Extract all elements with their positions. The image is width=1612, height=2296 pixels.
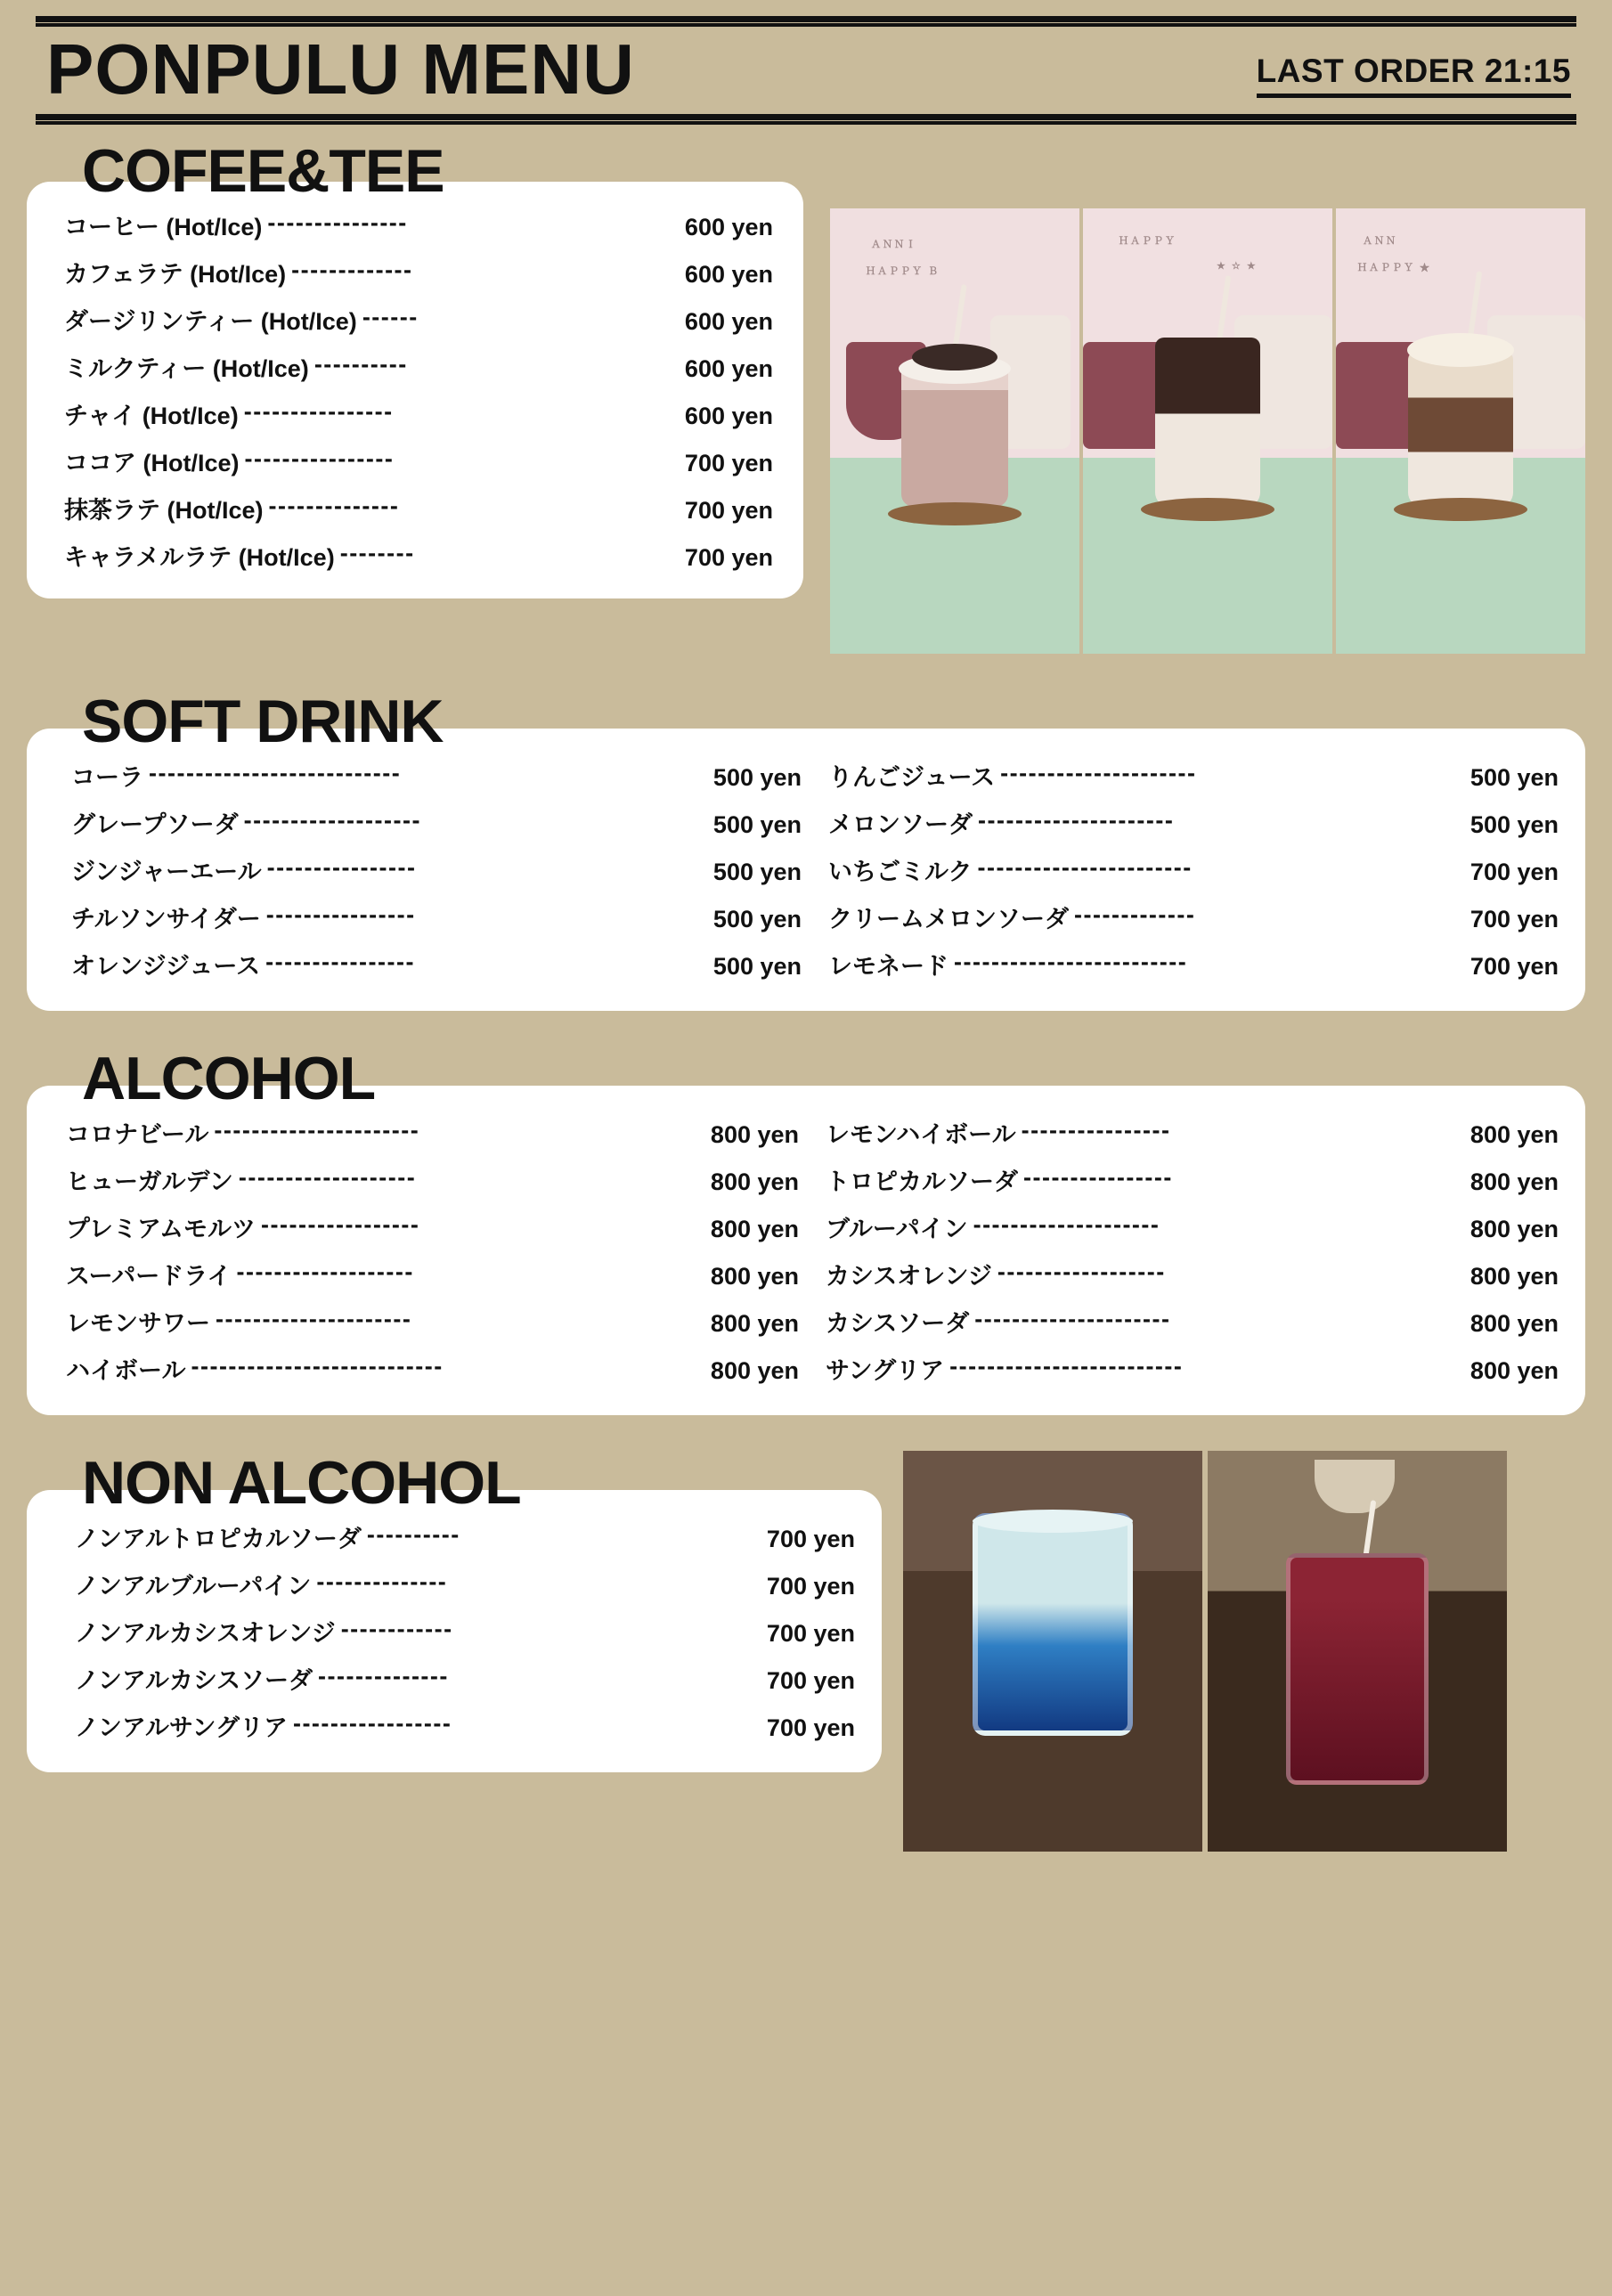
list-item <box>66 1345 799 1392</box>
list-item <box>66 1250 799 1298</box>
leader-dots: ---------------- <box>265 949 415 975</box>
item-name: ジンジャーエール <box>71 859 262 885</box>
leader-dots: ------------------- <box>243 807 421 834</box>
item-price: 600 yen <box>684 261 773 288</box>
item-price: 500 yen <box>1470 811 1559 838</box>
item-price: 800 yen <box>1470 1310 1559 1337</box>
leader-dots: ------------ <box>340 1616 453 1642</box>
leader-dots: ------------------------- <box>949 1353 1184 1380</box>
leader-dots: ---------- <box>313 351 408 378</box>
item-price: 800 yen <box>710 1310 799 1337</box>
item-price: 800 yen <box>1470 1168 1559 1195</box>
soft-drink-col-1 <box>71 752 828 988</box>
list-item <box>75 1655 855 1702</box>
item-price: 700 yen <box>766 1714 855 1741</box>
item-price: 500 yen <box>712 953 802 980</box>
item-price: 800 yen <box>1470 1216 1559 1242</box>
list-item <box>66 1109 799 1156</box>
item-name: ノンアルカシスソーダ <box>75 1667 313 1694</box>
list-item <box>75 1608 855 1655</box>
item-name: カシスソーダ <box>826 1310 970 1337</box>
list-item <box>64 484 773 532</box>
item-name: ノンアルカシスオレンジ <box>75 1620 336 1647</box>
item-name: ヒューガルデン <box>66 1168 233 1195</box>
list-item <box>66 1156 799 1203</box>
list-item <box>64 343 773 390</box>
non-alcohol-list <box>75 1513 855 1749</box>
item-name: プレミアムモルツ <box>66 1216 256 1242</box>
item-price: 800 yen <box>710 1216 799 1242</box>
item-name: チャイ (Hot/Ice) <box>64 403 239 429</box>
section-alcohol <box>27 1045 1585 1415</box>
list-item <box>828 752 1559 799</box>
list-item <box>71 752 802 799</box>
item-name: カシスオレンジ <box>826 1263 992 1290</box>
item-name: カフェラテ (Hot/Ice) <box>64 261 287 288</box>
leader-dots: -------------- <box>316 1568 448 1595</box>
item-name: サングリア <box>826 1357 945 1384</box>
item-name: 抹茶ラテ (Hot/Ice) <box>64 497 264 524</box>
list-item <box>828 940 1559 988</box>
list-item <box>828 893 1559 940</box>
coffee-photos <box>830 208 1585 654</box>
item-name: いちごミルク <box>828 859 973 885</box>
list-item <box>826 1250 1559 1298</box>
leader-dots: --------------- <box>267 209 408 236</box>
list-item <box>75 1560 855 1608</box>
list-item <box>826 1345 1559 1392</box>
leader-dots: ---------------------- <box>214 1117 420 1144</box>
header-top-rule <box>36 16 1576 27</box>
list-item <box>71 940 802 988</box>
alcohol-col-1 <box>66 1109 826 1392</box>
item-price: 700 yen <box>1470 906 1559 932</box>
drink-photo: ＡＮＮＩ ＨＡＰＰＹ Ｂ <box>830 208 1079 654</box>
item-price: 700 yen <box>766 1667 855 1694</box>
item-name: ブルーパイン <box>826 1216 968 1242</box>
section-soft-drink <box>27 688 1585 1011</box>
item-price: 800 yen <box>1470 1121 1559 1148</box>
alcohol-panel <box>27 1086 1585 1415</box>
list-item <box>66 1203 799 1250</box>
item-name: オレンジジュース <box>71 953 261 980</box>
list-item <box>71 893 802 940</box>
section-heading-alcohol: ALCOHOL <box>82 1045 376 1112</box>
list-item <box>64 437 773 484</box>
leader-dots: --------------------------- <box>149 760 402 786</box>
item-name: キャラメルラテ (Hot/Ice) <box>64 544 335 571</box>
item-price: 800 yen <box>710 1121 799 1148</box>
leader-dots: ------------------------- <box>954 949 1188 975</box>
list-item <box>64 248 773 296</box>
item-price: 800 yen <box>710 1168 799 1195</box>
list-item <box>826 1203 1559 1250</box>
item-name: ノンアルブルーパイン <box>75 1573 312 1600</box>
item-price: 700 yen <box>684 450 773 476</box>
list-item <box>64 390 773 437</box>
item-price: 600 yen <box>684 308 773 335</box>
drink-photo: ＨＡＰＰＹ ★ ☆ ★ <box>1083 208 1332 654</box>
item-price: 700 yen <box>766 1620 855 1647</box>
section-coffee-tee <box>27 137 1585 654</box>
item-price: 800 yen <box>1470 1357 1559 1384</box>
leader-dots: ---------------- <box>1023 1164 1173 1191</box>
leader-dots: ----------------------- <box>977 854 1193 881</box>
leader-dots: ------------------- <box>238 1164 417 1191</box>
leader-dots: ---------- <box>366 1521 460 1548</box>
leader-dots: ------------------- <box>236 1258 414 1285</box>
item-price: 500 yen <box>712 764 802 791</box>
leader-dots: --------------------- <box>974 1306 1171 1332</box>
leader-dots: ----------------- <box>261 1211 420 1238</box>
list-item <box>826 1156 1559 1203</box>
leader-dots: -------- <box>339 540 415 566</box>
leader-dots: --------------------- <box>1000 760 1197 786</box>
list-item <box>71 846 802 893</box>
item-name: ハイボール <box>66 1357 186 1384</box>
header <box>27 27 1585 107</box>
item-price: 800 yen <box>710 1263 799 1290</box>
item-price: 800 yen <box>710 1357 799 1384</box>
alcohol-col-2 <box>826 1109 1559 1392</box>
list-item <box>828 846 1559 893</box>
soft-drink-col-2 <box>828 752 1559 988</box>
menu-page <box>0 16 1612 2296</box>
section-non-alcohol <box>27 1449 1585 1852</box>
item-price: 500 yen <box>712 906 802 932</box>
item-name: レモネード <box>828 953 948 980</box>
item-name: ノンアルサングリア <box>75 1714 288 1741</box>
drink-photo: ＡＮＮ ＨＡＰＰＹ ★ <box>1336 208 1585 654</box>
coffee-tee-panel <box>27 182 803 598</box>
header-bottom-rule <box>36 114 1576 125</box>
item-price: 700 yen <box>766 1573 855 1600</box>
leader-dots: ------------- <box>1074 901 1196 928</box>
leader-dots: ---------------- <box>244 445 395 472</box>
item-name: メロンソーダ <box>828 811 973 838</box>
item-name: レモンサワー <box>66 1310 210 1337</box>
list-item <box>826 1109 1559 1156</box>
page-title: PONPULU MENU <box>46 29 635 109</box>
leader-dots: -------------- <box>268 493 400 519</box>
item-price: 700 yen <box>684 544 773 571</box>
list-item <box>64 201 773 248</box>
leader-dots: ------------------ <box>997 1258 1166 1285</box>
leader-dots: ---------------- <box>243 398 394 425</box>
item-name: ノンアルトロピカルソーダ <box>75 1526 362 1552</box>
item-name: スーパードライ <box>66 1263 232 1290</box>
leader-dots: ---------------- <box>1021 1117 1171 1144</box>
item-name: ココア (Hot/Ice) <box>64 450 240 476</box>
item-price: 500 yen <box>712 811 802 838</box>
leader-dots: -------------- <box>318 1663 449 1689</box>
item-name: レモンハイボール <box>826 1121 1016 1148</box>
item-price: 800 yen <box>1470 1263 1559 1290</box>
list-item <box>75 1702 855 1749</box>
item-price: 700 yen <box>1470 953 1559 980</box>
section-heading-soft-drink: SOFT DRINK <box>82 688 444 755</box>
item-price: 700 yen <box>766 1526 855 1552</box>
section-heading-non-alcohol: NON ALCOHOL <box>82 1449 521 1517</box>
item-price: 500 yen <box>1470 764 1559 791</box>
section-heading-coffee-tee: COFEE&TEE <box>82 137 444 205</box>
leader-dots: -------------------- <box>973 1211 1160 1238</box>
soft-drink-panel <box>27 729 1585 1011</box>
item-price: 600 yen <box>684 355 773 382</box>
list-item <box>64 532 773 579</box>
leader-dots: --------------------- <box>978 807 1175 834</box>
item-name: トロピカルソーダ <box>826 1168 1018 1195</box>
leader-dots: --------------------- <box>216 1306 412 1332</box>
last-order-label: LAST ORDER 21:15 <box>1257 53 1571 98</box>
item-name: りんごジュース <box>828 764 996 791</box>
item-price: 500 yen <box>712 859 802 885</box>
item-price: 600 yen <box>684 403 773 429</box>
item-name: コーヒー (Hot/Ice) <box>64 214 263 240</box>
item-name: クリームメロンソーダ <box>828 906 1069 932</box>
list-item <box>64 296 773 343</box>
item-price: 600 yen <box>684 214 773 240</box>
leader-dots: ------------- <box>291 256 413 283</box>
leader-dots: ------ <box>362 304 419 330</box>
list-item <box>71 799 802 846</box>
list-item <box>66 1298 799 1345</box>
item-name: ダージリンティー (Hot/Ice) <box>64 308 357 335</box>
item-name: コロナビール <box>66 1121 209 1148</box>
coffee-tee-list <box>64 201 773 579</box>
item-name: チルソンサイダー <box>71 906 261 932</box>
item-price: 700 yen <box>684 497 773 524</box>
item-price: 700 yen <box>1470 859 1559 885</box>
item-name: ミルクティー (Hot/Ice) <box>64 355 309 382</box>
list-item <box>828 799 1559 846</box>
item-name: コーラ <box>71 764 143 791</box>
item-name: グレープソーダ <box>71 811 239 838</box>
leader-dots: ---------------- <box>266 854 417 881</box>
non-alcohol-panel <box>27 1490 882 1772</box>
list-item <box>75 1513 855 1560</box>
list-item <box>826 1298 1559 1345</box>
leader-dots: ---------------- <box>265 901 416 928</box>
leader-dots: ----------------- <box>292 1710 452 1737</box>
leader-dots: --------------------------- <box>191 1353 444 1380</box>
